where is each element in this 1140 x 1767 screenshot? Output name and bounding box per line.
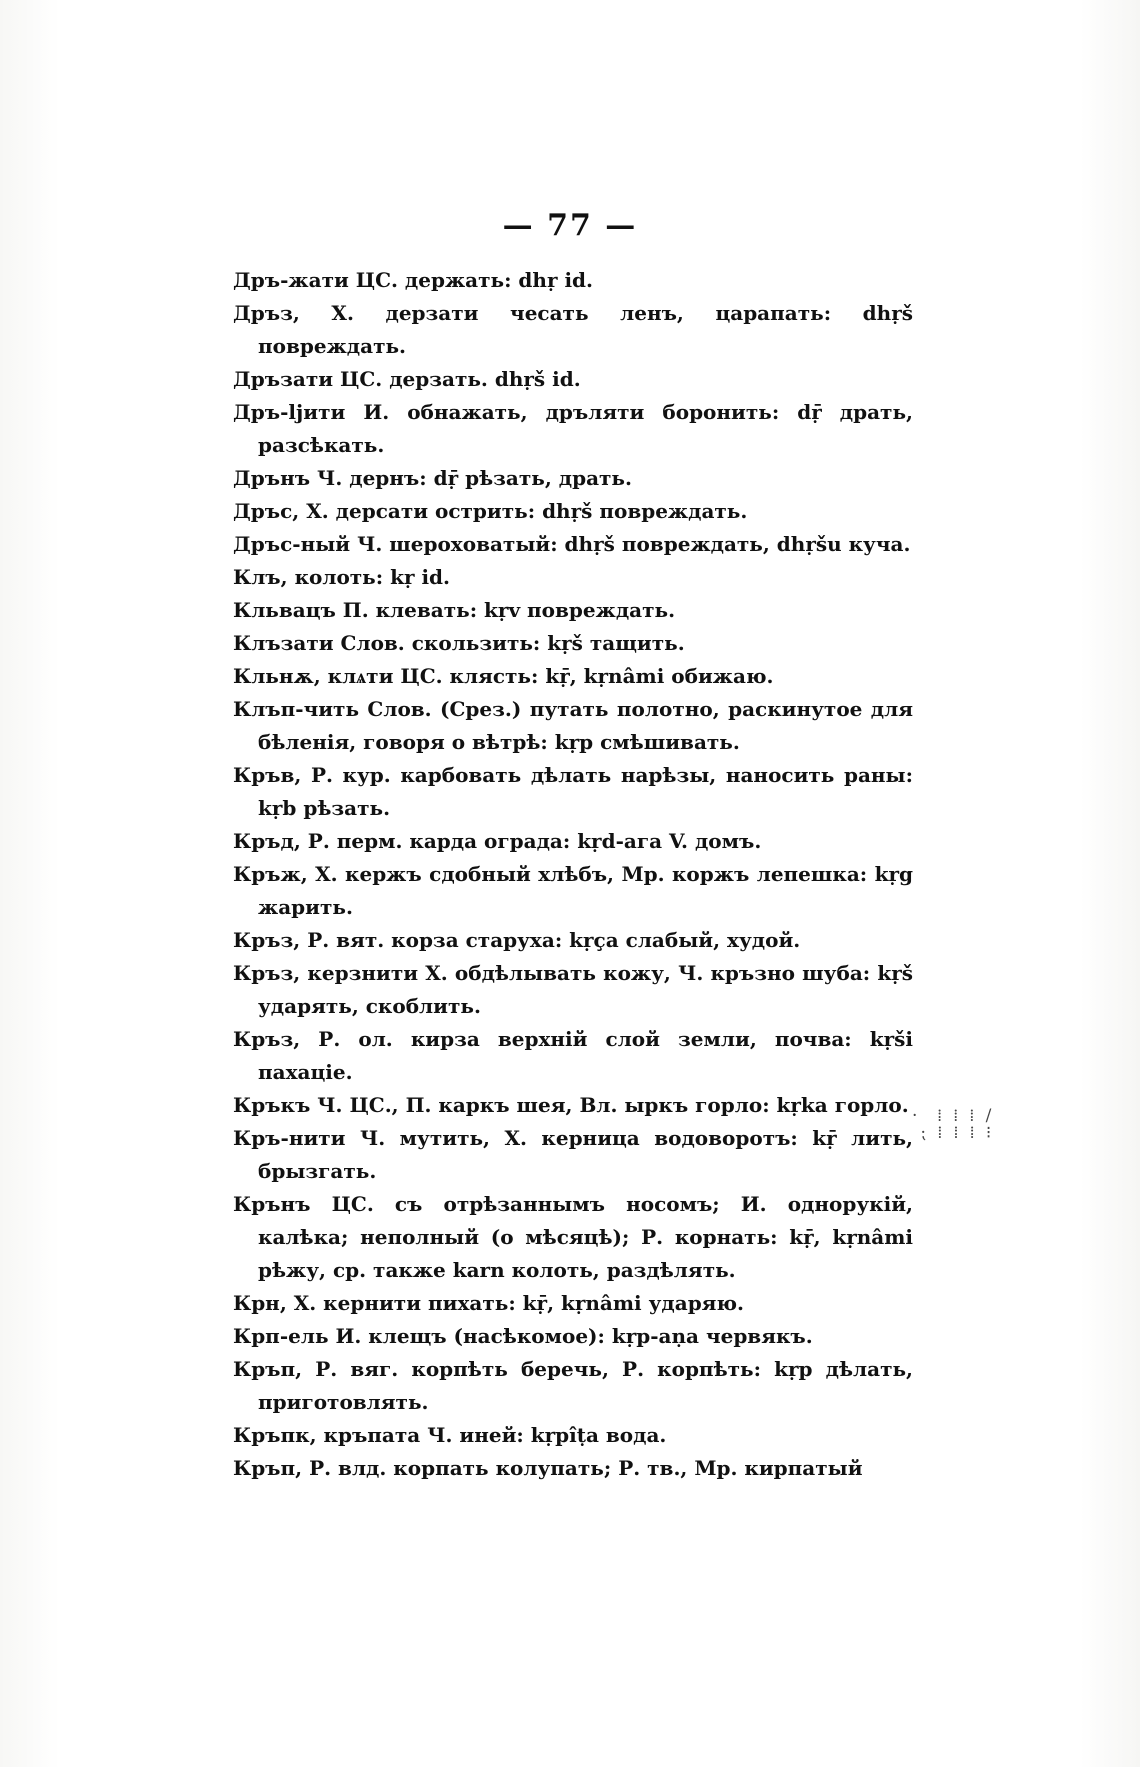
- dictionary-entry: Кръз, Р. вят. корза старуха: kṛça слабый, худой.: [233, 928, 801, 952]
- dictionary-entry: Дръс, Х. дерсати острить: dhṛš повреждать.: [233, 499, 748, 523]
- dictionary-entry: Кръв, Р. кур. карбовать дѣлать нарѣзы, наносить раны: kṛb рѣзать.: [233, 763, 913, 820]
- dictionary-entry: Кръпк, кръпата Ч. иней: kṛpîṭa вода.: [233, 1423, 667, 1447]
- dictionary-entry: Кръкъ Ч. ЦС., П. каркъ шея, Вл. ыркъ горло: kṛka горло.: [233, 1093, 909, 1117]
- dictionary-entry: Дръз, Х. дерзати чесать ленъ, царапать: dhṛš повреждать.: [233, 301, 913, 358]
- dictionary-entry: Крн, Х. кернити пихать: kṝ, kṛnâmi ударяю.: [233, 1291, 744, 1315]
- dictionary-entry: Дръ-жати ЦС. держать: dhṛ id.: [233, 268, 593, 292]
- dictionary-entry: Крп-ель И. клещъ (насѣкомое): kṛp-aṇa червякъ.: [233, 1324, 813, 1348]
- dictionary-entry: Дръс-ный Ч. шероховатый: dhṛš повреждать, dhṛšu куча.: [233, 532, 911, 556]
- dictionary-entry: Дрънъ Ч. дернъ: dṝ рѣзать, драть.: [233, 466, 632, 490]
- dictionary-entry: Кльвацъ П. клевать: kṛv повреждать.: [233, 598, 676, 622]
- page-number: — 77 —: [502, 208, 638, 243]
- dictionary-entry: Клъ, колоть: kṛ id.: [233, 565, 451, 589]
- dictionary-entry: Кръп, Р. вяг. корпѣть беречь, Р. корпѣть: kṛp дѣлать, приготовлять.: [233, 1357, 913, 1414]
- dictionary-entry: Дръзати ЦС. дерзать. dhṛš id.: [233, 367, 581, 391]
- dictionary-entry: Дръ-ljити И. обнажать, дръляти боронить: dṝ драть, разсѣкать.: [233, 400, 913, 457]
- dictionary-entry: Кръз, Р. ол. кирза верхній слой земли, почва: kṛši пахаціе.: [233, 1027, 913, 1084]
- dictionary-entry: Кльнѫ, клѧти ЦС. клясть: kṝ, kṛnâmi обижаю.: [233, 664, 774, 688]
- dictionary-entry: Кръж, Х. кержъ сдобный хлѣбъ, Мр. коржъ лепешка: kṛg жарить.: [233, 862, 913, 919]
- margin-ink-marks: · ⁞ ⁞ ⁞ / ⁏ ⁞ ⁞ ⁞ ⁝: [912, 1106, 995, 1143]
- dictionary-entry: Клъзати Слов. скользить: kṛš тащить.: [233, 631, 685, 655]
- dictionary-entry: Клъп-чить Слов. (Срез.) путать полотно, раскинутое для бѣленія, говоря о вѣтрѣ: kṛp смѣшивать.: [233, 697, 913, 754]
- dictionary-entry: Кръ-нити Ч. мутить, Х. керница водоворотъ: kṝ лить, брызгать.: [233, 1126, 913, 1183]
- dictionary-entry: Кръз, керзнити Х. обдѣлывать кожу, Ч. кръзно шуба: kṛš ударять, скоблить.: [233, 961, 913, 1018]
- dictionary-entry: Крънъ ЦС. съ отрѣзаннымъ носомъ; И. однорукій, калѣка; неполный (о мѣсяцѣ); Р. корнать: kṝ, kṛnâmi рѣжу, ср. также karn колоть, раздѣлять.: [233, 1192, 913, 1282]
- dictionary-entry: Кръп, Р. влд. корпать колупать; Р. тв., Мр. кирпатый: [233, 1456, 863, 1480]
- dictionary-entry: Кръд, Р. перм. карда ограда: kṛd-ага V. домъ.: [233, 829, 762, 853]
- dictionary-entries: [233, 264, 913, 1485]
